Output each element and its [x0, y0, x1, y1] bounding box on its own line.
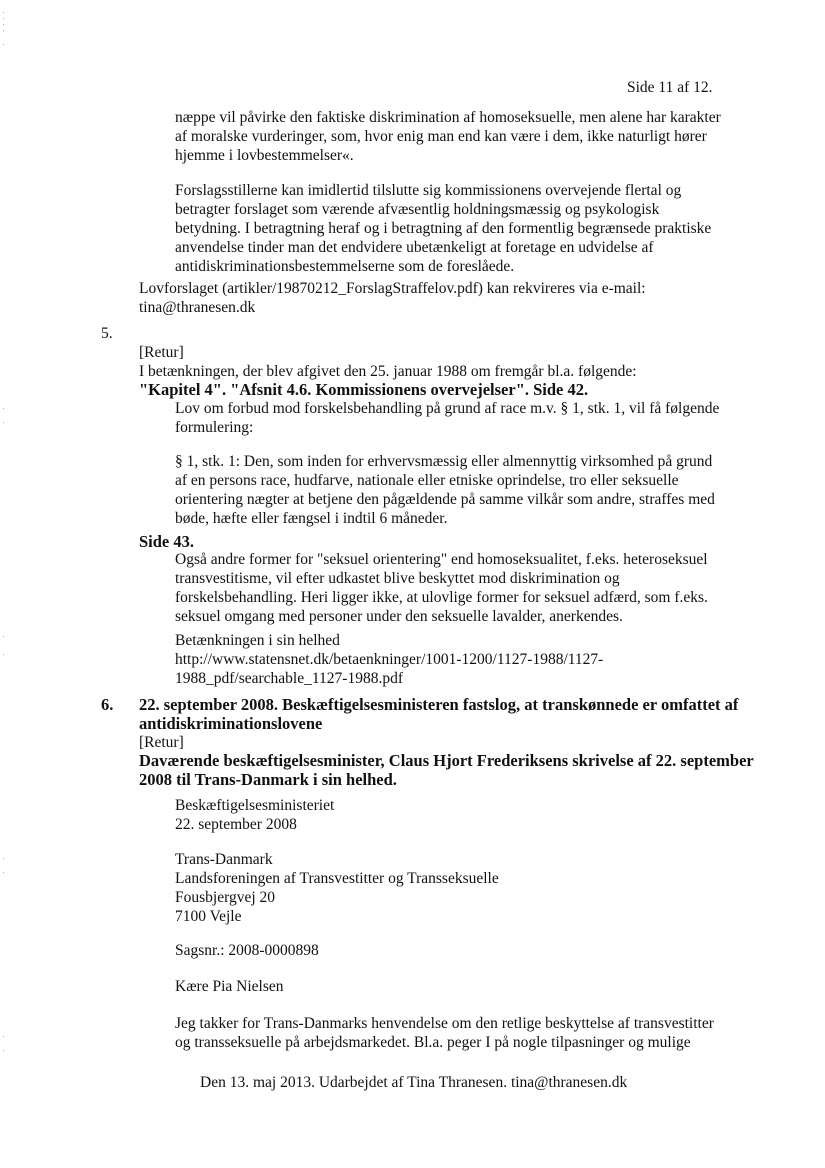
text-line: Landsforeningen af Transvestitter og Transseksuelle — [175, 870, 499, 887]
section-6-heading — [139, 695, 738, 733]
section-5-retur-link[interactable]: [Retur] — [139, 344, 184, 361]
text-line: Lovforslaget (artikler/19870212_ForslagStraffelov.pdf) kan rekvireres via e-mail: — [139, 280, 646, 297]
section-6-number: 6. — [101, 695, 114, 714]
text-line: 22. september 2008 — [175, 816, 297, 833]
text-line: Trans-Danmark — [175, 851, 273, 868]
text-line: Beskæftigelsesministeriet — [175, 797, 335, 814]
text-line: forskelsbehandling. Heri ligger ikke, at ulovlige former for seksuel adfærd, som f.eks. — [175, 589, 708, 606]
text-line: 2008 til Trans-Danmark i sin helhed. — [139, 770, 397, 789]
section-6-retur-link[interactable]: [Retur] — [139, 734, 184, 751]
lovforslag-note — [139, 279, 646, 317]
page-footer: Den 13. maj 2013. Udarbejdet af Tina Thranesen. tina@thranesen.dk — [200, 1074, 628, 1091]
text-line: orientering nægter at betjene den pågældende på samme vilkår som andre, straffes med — [175, 491, 715, 508]
text-line: Betænkningen i sin helhed — [175, 632, 340, 649]
law-intro — [175, 399, 719, 437]
text-line: af moralske vurderinger, som, hvor enig man end kan være i dem, ikke naturligt hører — [175, 128, 707, 145]
text-line: og transseksuelle på arbejdsmarkedet. Bl.a. peger I på nogle tilpasninger og mulige — [175, 1034, 691, 1051]
letter-body — [175, 1014, 714, 1052]
text-line: 7100 Vejle — [175, 908, 242, 925]
text-line: hjemme i lovbestemmelser«. — [175, 147, 354, 164]
text-line: bøde, hæfte eller fængsel i indtil 6 måneder. — [175, 510, 448, 527]
text-line: Forslagsstillerne kan imidlertid tilslutte sig kommissionens overvejende flertal og — [175, 182, 682, 199]
side-43-heading: Side 43. — [139, 532, 195, 551]
letter-case-number: Sagsnr.: 2008-0000898 — [175, 942, 319, 959]
text-line: antidiskriminationslovene — [139, 714, 323, 733]
text-line: Fousbjergvej 20 — [175, 889, 276, 906]
text-line: Daværende beskæftigelsesminister, Claus Hjort Frederiksens skrivelse af 22. september — [139, 751, 754, 770]
text-line: Jeg takker for Trans-Danmarks henvendelse om den retlige beskyttelse af transvestitter — [175, 1015, 714, 1032]
text-line: betydning. I betragtning heraf og i betragtning af den formentlig begrænsede praktiske — [175, 220, 712, 237]
email-link[interactable]: tina@thranesen.dk — [139, 299, 256, 316]
url-link[interactable]: http://www.statensnet.dk/betaenkninger/1001-1200/1127-1988/1127- — [175, 651, 604, 668]
law-paragraph — [175, 452, 715, 528]
text-line: næppe vil påvirke den faktiske diskrimination af homoseksuelle, men alene har karakter — [175, 109, 721, 126]
text-line: seksuel omgang med personer under den seksuelle lavalder, anerkendes. — [175, 608, 623, 625]
text-line: antidiskriminationsbestemmelserne som de foreslåede. — [175, 258, 515, 275]
text-line: anvendelse tinder man det endvidere ubetænkeligt at foretage en udvidelse af — [175, 239, 654, 256]
text-line: transvestitisme, vil efter udkastet blive beskyttet mod diskrimination og — [175, 570, 620, 587]
text-line: 22. september 2008. Beskæftigelsesministeren fastslog, at transkønnede er omfattet af — [139, 695, 739, 714]
section-5-intro: I betænkningen, der blev afgivet den 25. januar 1988 om fremgår bl.a. følgende: — [139, 363, 637, 380]
text-line: Også andre former for "seksuel orientering" end homoseksualitet, f.eks. heteroseksuel — [175, 551, 708, 568]
text-line: af en persons race, hudfarve, nationale eller etniske oprindelse, tro eller seksuelle — [175, 472, 679, 489]
letter-sender — [175, 796, 334, 834]
side-43-text — [175, 550, 708, 626]
section-5-number: 5. — [101, 325, 113, 342]
letter-greeting: Kære Pia Nielsen — [175, 978, 284, 995]
text-line: § 1, stk. 1: Den, som inden for erhvervsmæssig eller almennyttig virksomhed på grund — [175, 453, 713, 470]
url-link[interactable]: 1988_pdf/searchable_1127-1988.pdf — [175, 670, 403, 687]
letter-recipient — [175, 850, 499, 926]
betaenkning-reference — [175, 631, 603, 688]
text-line: betragter forslaget som værende afvæsentlig holdningsmæssig og psykologisk — [175, 201, 660, 218]
section-5-heading: "Kapitel 4". "Afsnit 4.6. Kommissionens overvejelser". Side 42. — [139, 380, 589, 399]
proposers-paragraph — [175, 181, 711, 276]
text-line: formulering: — [175, 419, 254, 436]
section-6-subheading — [139, 751, 754, 789]
scan-artifacts — [3, 0, 5, 1168]
quote-continuation — [175, 108, 721, 165]
page-number: Side 11 af 12. — [627, 79, 713, 96]
text-line: Lov om forbud mod forskelsbehandling på grund af race m.v. § 1, stk. 1, vil få følgende — [175, 400, 720, 417]
